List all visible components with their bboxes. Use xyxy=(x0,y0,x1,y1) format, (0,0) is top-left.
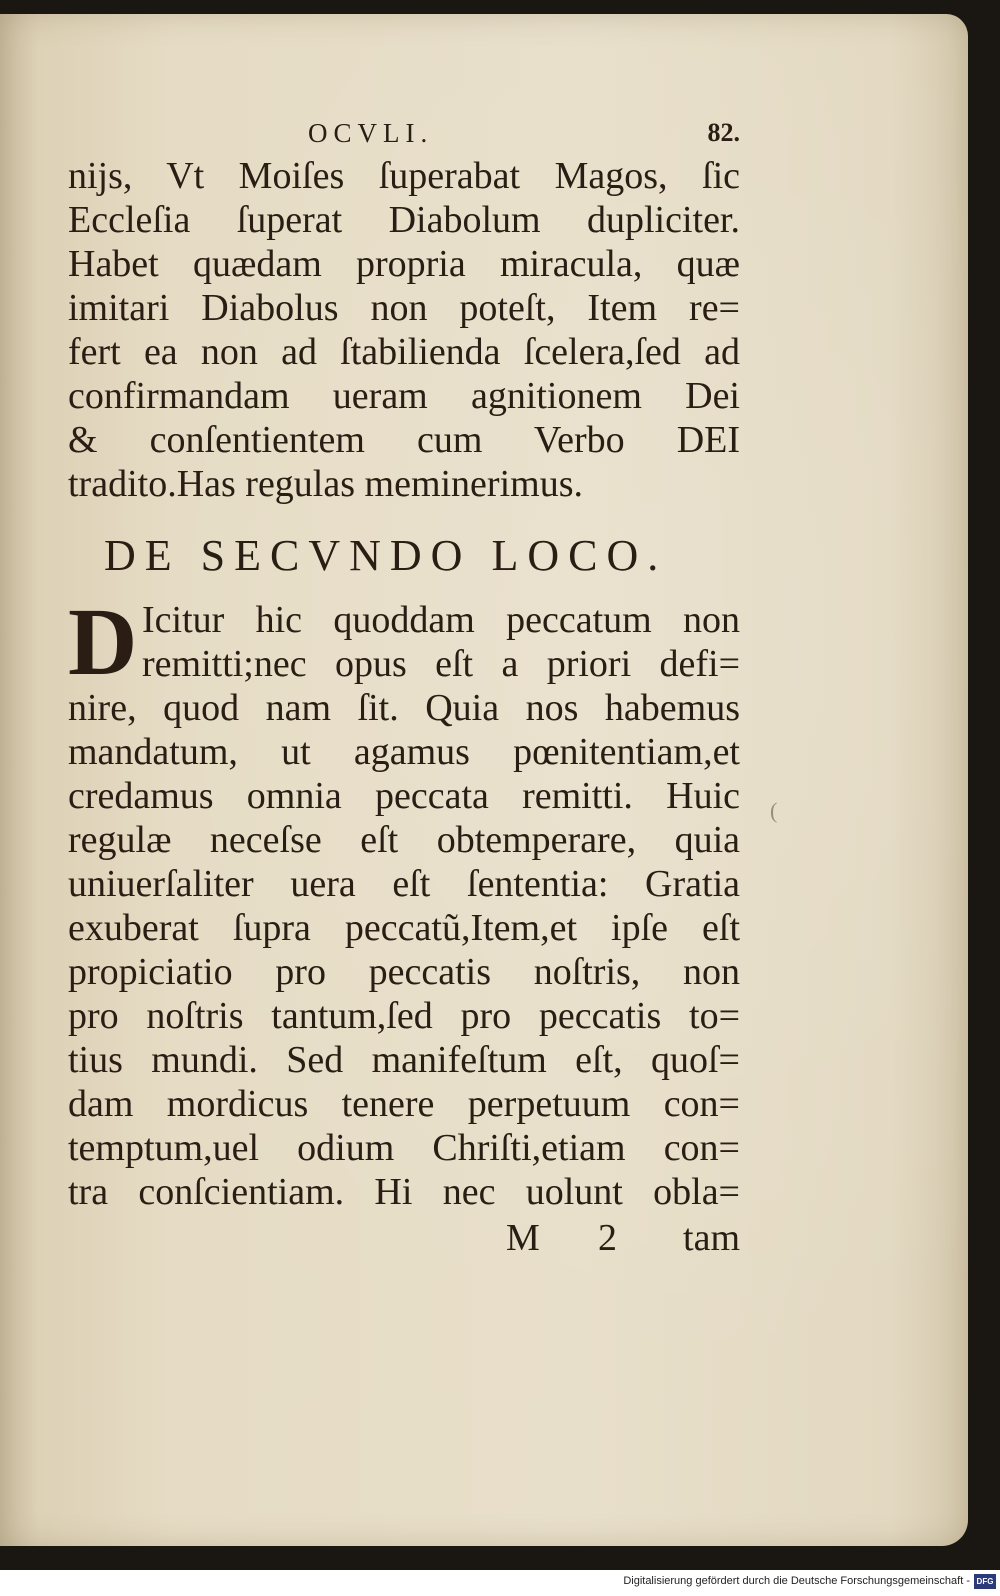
drop-cap-initial: D xyxy=(68,588,138,695)
signature-number: 2 xyxy=(598,1217,617,1259)
book-page xyxy=(0,14,968,1546)
text-line: pro noſtris tantum,ſed pro peccatis to= xyxy=(68,995,740,1037)
funding-credit: Digitalisierung gefördert durch die Deutsche Forschungsgemeinschaft - xyxy=(623,1575,970,1587)
margin-bracket-mark: ( xyxy=(770,798,778,823)
text-line: exuberat ſupra peccatũ,Item,et ipſe eſt xyxy=(68,907,740,949)
running-title: OCVLI. xyxy=(308,118,434,148)
text-line: & conſentientem cum Verbo DEI xyxy=(68,419,740,461)
text-line: Icitur hic quoddam peccatum non xyxy=(142,599,740,641)
text-line: nire, quod nam ſit. Quia nos habemus xyxy=(68,687,740,729)
text-line: Eccleſia ſuperat Diabolum dupliciter. xyxy=(68,199,740,241)
signature-mark: M xyxy=(506,1217,540,1259)
text-line: Habet quædam propria miracula, quæ xyxy=(68,243,740,285)
dfg-logo-icon: DFG xyxy=(974,1574,996,1589)
text-line: propiciatio pro peccatis noſtris, non xyxy=(68,951,740,993)
text-line: nijs, Vt Moiſes ſuperabat Magos, ſic xyxy=(68,155,740,197)
text-block xyxy=(68,114,740,1262)
text-line: fert ea non ad ſtabilienda ſcelera,ſed ad xyxy=(68,331,740,373)
drop-cap-paragraph xyxy=(68,588,740,695)
text-line: tradito.Has regulas meminerimus. xyxy=(68,463,583,505)
text-line: regulæ neceſse eſt obtemperare, quia xyxy=(68,819,740,861)
running-head xyxy=(68,114,740,154)
text-line: tra conſcientiam. Hi nec uolunt obla= xyxy=(68,1171,740,1213)
page-number: 82. xyxy=(707,118,740,147)
text-line: mandatum, ut agamus pœnitentiam,et xyxy=(68,731,740,773)
text-line: remitti;nec opus eſt a priori defi= xyxy=(142,643,740,685)
catchword: tam xyxy=(683,1217,740,1259)
text-line: dam mordicus tenere perpetuum con= xyxy=(68,1083,740,1125)
footer-bar xyxy=(0,1570,1000,1596)
text-line: temptum,uel odium Chriſti,etiam con= xyxy=(68,1127,740,1169)
section-heading: DE SECVNDO LOCO. xyxy=(104,531,668,580)
text-line: credamus omnia peccata remitti. Huic xyxy=(68,775,740,817)
text-line: confirmandam ueram agnitionem Dei xyxy=(68,375,740,417)
text-line: imitari Diabolus non poteſt, Item re= xyxy=(68,287,740,329)
text-line: uniuerſaliter uera eſt ſententia: Gratia xyxy=(68,863,740,905)
catch-line xyxy=(68,1214,740,1262)
text-line: tius mundi. Sed manifeſtum eſt, quoſ= xyxy=(68,1039,740,1081)
